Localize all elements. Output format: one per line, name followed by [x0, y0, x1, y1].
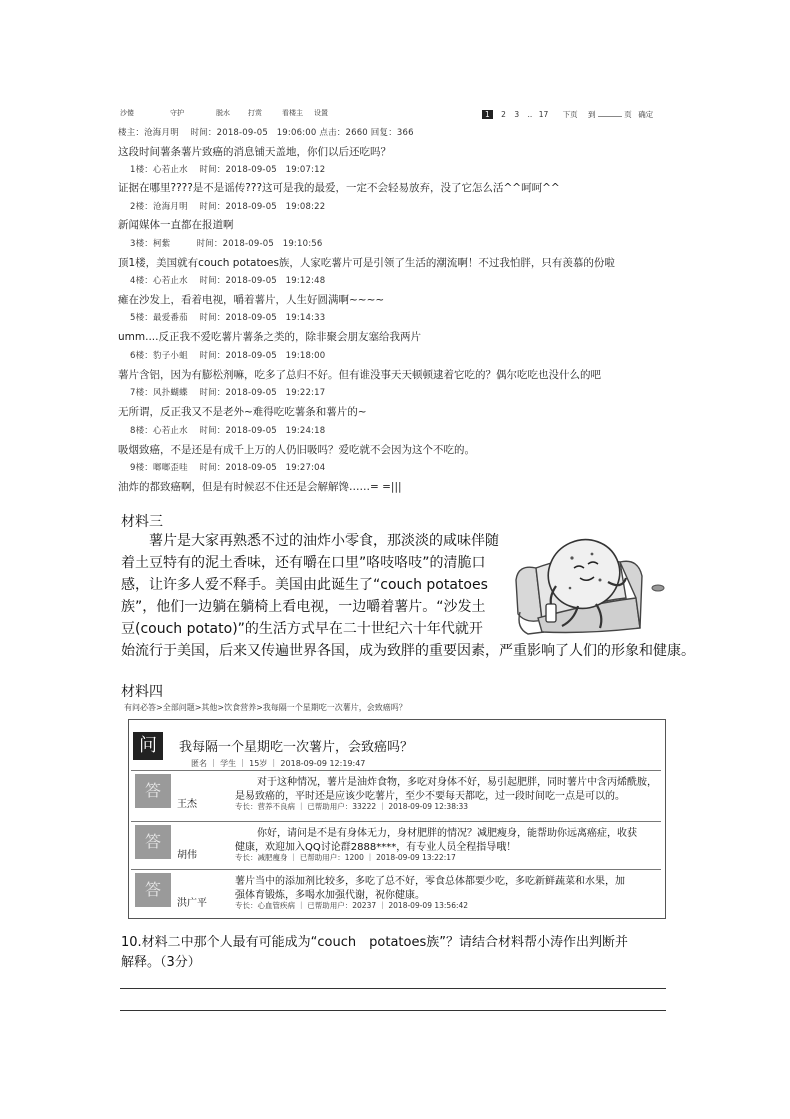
page-suffix-label: 页 — [624, 110, 632, 119]
post-meta-op: 楼主：沧海月明 时间：2018-09-05 19:06:00 点击：2660 回复：366 — [118, 128, 414, 138]
post-body-floor-2: 新闻媒体一直都在报道啊 — [118, 219, 234, 231]
answer-meta: 专长：心血管疾病 ｜ 已帮助用户：20237 ｜ 2018-09-09 13:56:42 — [235, 901, 469, 910]
goto-label: 到 — [588, 110, 596, 119]
confirm-button[interactable]: 确定 — [638, 110, 654, 119]
answer-text-line: 强体育锻炼，多喝水加强代谢，祝你健康。 — [235, 890, 425, 901]
post-meta-floor-7: 7楼：风扑蝴蝶 时间：2018-09-05 19:22:17 — [130, 388, 326, 398]
toolbar-item-settings[interactable]: 设置 — [314, 109, 328, 117]
answer-line-1[interactable] — [120, 988, 666, 989]
answer-text-line: 健康，欢迎加入QQ讨论群2888****，有专业人员全程指导哦！ — [235, 842, 517, 853]
material-three-title: 材料三 — [121, 514, 163, 530]
answerer-name[interactable]: 胡伟 — [177, 850, 197, 861]
material-three-line-2: 着土豆特有的泥土香味，还有嚼在口里”咯吱咯吱”的清脆口 — [121, 555, 486, 571]
toolbar-item-guard[interactable]: 守护 — [170, 109, 184, 117]
answer-meta: 专长：营养不良病 ｜ 已帮助用户：33222 ｜ 2018-09-09 12:38:33 — [235, 802, 469, 811]
page-link[interactable]: 3 — [514, 110, 520, 119]
toolbar-item-dehydrate[interactable]: 脱水 — [216, 109, 230, 117]
material-three-line-5: 豆(couch potato)”的生活方式早在二十世纪六十年代就开 — [121, 621, 483, 637]
breadcrumb[interactable]: 有问必答>全部问题>其他>饮食营养>我每隔一个星期吃一次薯片，会致癌吗？ — [124, 703, 407, 712]
question-10-line-1: 10.材料二中那个人最有可能成为“couch potatoes族”？请结合材料帮小涛作出判断并 — [121, 935, 628, 950]
answer-badge: 答 — [135, 774, 171, 808]
post-meta-floor-5: 5楼：最爱番茄 时间：2018-09-05 19:14:33 — [130, 313, 326, 323]
question-badge: 问 — [133, 732, 163, 760]
material-four-title: 材料四 — [121, 684, 163, 700]
qa-frame — [128, 719, 666, 919]
question-title: 我每隔一个星期吃一次薯片，会致癌吗？ — [179, 740, 414, 755]
answer-item — [131, 869, 661, 912]
post-meta-floor-2: 2楼：沧海月明 时间：2018-09-05 19:08:22 — [130, 202, 326, 212]
forum-toolbar — [120, 108, 668, 122]
answer-text-line: 是易致癌的，平时还是应该少吃薯片，至少不要每天都吃，过一段时间吃一点是可以的。 — [235, 791, 625, 802]
post-body-floor-4: 瘫在沙发上，看着电视，嚼着薯片，人生好圆满啊~~~~ — [118, 294, 385, 306]
post-body-op: 这段时间薯条薯片致癌的消息铺天盖地，你们以后还吃吗？ — [118, 146, 391, 158]
answer-item — [131, 770, 661, 813]
couch-potato-illustration — [508, 528, 668, 638]
answerer-name[interactable]: 王杰 — [177, 799, 197, 810]
post-body-floor-1: 证据在哪里????是不是谣传???这可是我的最爱，一定不会轻易放弃，没了它怎么活^^呵呵^^ — [118, 182, 560, 194]
answer-text-line: 薯片当中的添加剂比较多，多吃了总不好，零食总体都要少吃，多吃新鲜蔬菜和水果，加 — [235, 876, 625, 887]
answer-text-line: 对于这种情况，薯片是油炸食物，多吃对身体不好，易引起肥胖，同时薯片中含丙烯酰胺， — [257, 777, 657, 788]
answer-badge: 答 — [135, 825, 171, 859]
material-three-line-4: 族”，他们一边躺在躺椅上看电视，一边嚼着薯片。“沙发土 — [121, 599, 486, 615]
forum-pager — [482, 108, 653, 120]
post-meta-floor-8: 8楼：心若止水 时间：2018-09-05 19:24:18 — [130, 426, 326, 436]
answer-meta: 专长：减肥瘦身 ｜ 已帮助用户：1200 ｜ 2018-09-09 13:22:17 — [235, 853, 456, 862]
forum-thread-screenshot — [114, 102, 674, 498]
question-10-line-2: 解释。（3分） — [121, 955, 201, 970]
page-current[interactable]: 1 — [482, 110, 493, 119]
toolbar-item-reward[interactable]: 打赏 — [248, 109, 262, 117]
post-body-floor-3: 顶1楼，美国就有couch potatoes族，人家吃薯片可是引领了生活的潮流啊！不过我怕胖，只有羡慕的份啦 — [118, 257, 615, 269]
page-ellipsis: .. — [527, 110, 533, 119]
post-meta-floor-1: 1楼：心若止水 时间：2018-09-05 19:07:12 — [130, 165, 326, 175]
answer-line-2[interactable] — [120, 1010, 666, 1011]
material-three-line-1: 薯片是大家再熟悉不过的油炸小零食，那淡淡的咸味伴随 — [121, 533, 499, 549]
post-body-floor-8: 吸烟致癌，不是还是有成千上万的人仍旧吸吗？爱吃就不会因为这个不吃的。 — [118, 444, 475, 456]
post-body-floor-7: 无所谓，反正我又不是老外~难得吃吃薯条和薯片的~ — [118, 406, 367, 418]
answer-item — [131, 821, 661, 864]
qa-screenshot — [124, 702, 668, 920]
question-meta: 匿名 ｜ 学生 ｜ 15岁 ｜ 2018-09-09 12:19:47 — [191, 759, 366, 768]
toolbar-item-op-only[interactable]: 看楼主 — [282, 109, 303, 117]
next-page-button[interactable]: 下页 — [562, 110, 578, 119]
material-three-line-6: 始流行于美国，后来又传遍世界各国，成为致胖的重要因素，严重影响了人们的形象和健康。 — [121, 643, 695, 659]
material-three-line-3: 感，让许多人爱不释手。美国由此诞生了“couch potatoes — [121, 577, 488, 593]
post-meta-floor-3: 3楼：柯紫 时间：2018-09-05 19:10:56 — [130, 239, 323, 249]
answerer-name[interactable]: 洪广平 — [177, 898, 207, 909]
answer-text-line: 你好，请问是不是有身体无力，身材肥胖的情况？减肥瘦身，能帮助你远离癌症，收获 — [257, 828, 637, 839]
answer-badge: 答 — [135, 873, 171, 907]
post-body-floor-5: umm....反正我不爱吃薯片薯条之类的，除非聚会朋友塞给我两片 — [118, 331, 421, 343]
page-link[interactable]: 2 — [501, 110, 506, 119]
goto-page-input[interactable] — [598, 108, 622, 117]
post-body-floor-9: 油炸的都致癌啊，但是有时候忍不住还是会解解馋……= =||| — [118, 481, 402, 493]
post-meta-floor-6: 6楼：豹子小蛆 时间：2018-09-05 19:18:00 — [130, 351, 326, 361]
toolbar-item-shasha[interactable]: 沙傻 — [120, 109, 134, 117]
post-meta-floor-4: 4楼：心若止水 时间：2018-09-05 19:12:48 — [130, 276, 326, 286]
post-meta-floor-9: 9楼：啷啷歪哇 时间：2018-09-05 19:27:04 — [130, 463, 326, 473]
post-body-floor-6: 薯片含铝，因为有膨松剂嘛，吃多了总归不好。但有谁没事天天顿顿逮着它吃的？偶尔吃吃也没什么的吧 — [118, 369, 601, 381]
page-link[interactable]: 17 — [538, 110, 549, 119]
